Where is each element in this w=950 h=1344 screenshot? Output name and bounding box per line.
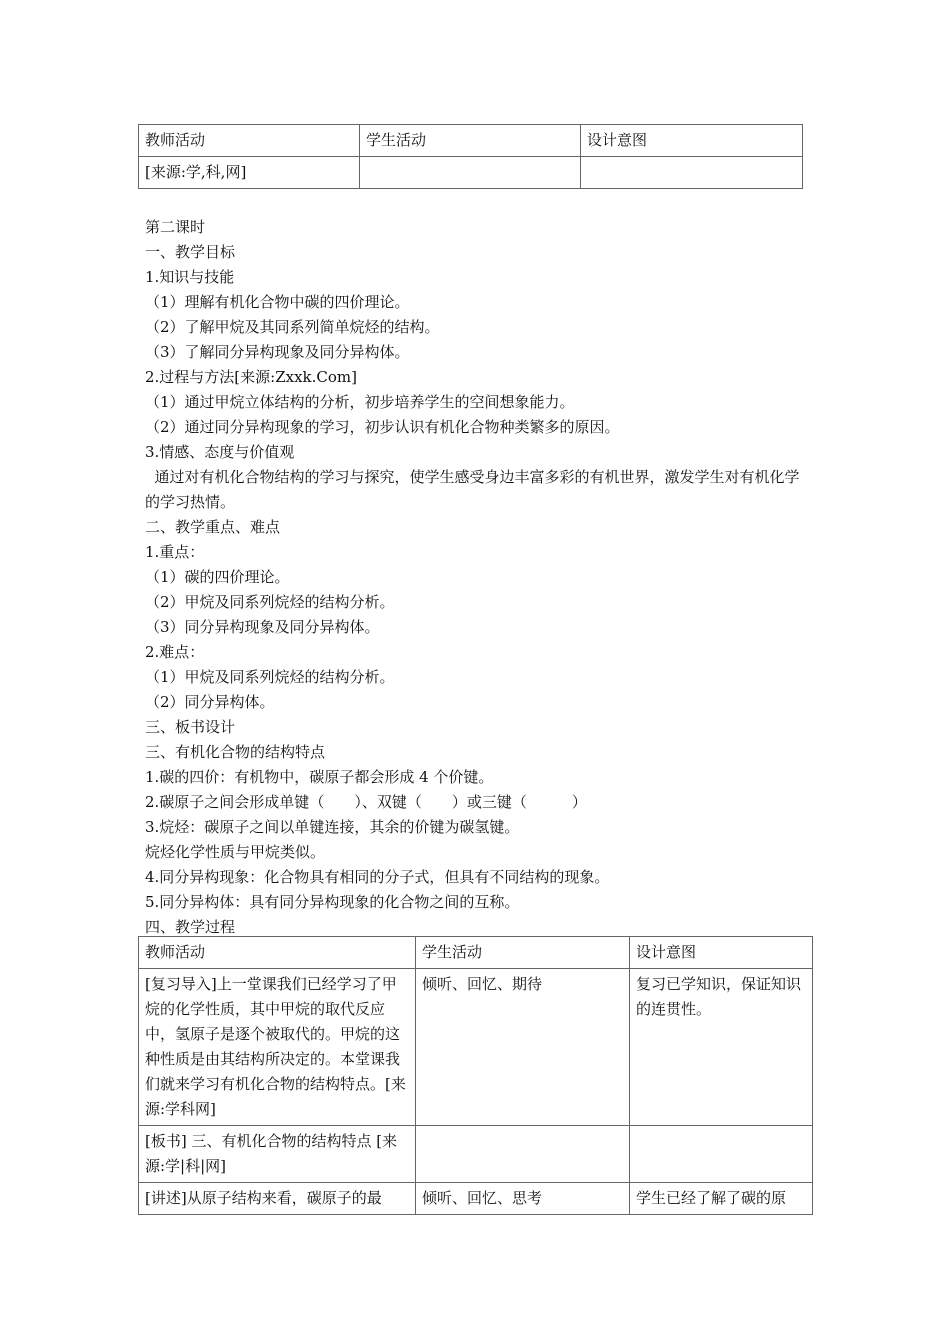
table-header-cell: 设计意图: [581, 125, 803, 157]
section-heading: 二、教学重点、难点: [145, 518, 281, 536]
table-cell: [板书] 三、有机化合物的结构特点 [来源:学|科|网]: [139, 1126, 416, 1183]
table-row: [139, 969, 813, 1126]
table-cell: [416, 1126, 630, 1183]
board-line: 5.同分异构体：具有同分异构现象的化合物之间的互称。: [145, 893, 520, 911]
top-table: [138, 124, 803, 189]
section-heading: 三、板书设计: [145, 718, 236, 736]
table-row: [139, 1126, 813, 1183]
table-cell: [来源:学,科,网]: [139, 157, 360, 189]
section-heading: 四、教学过程: [145, 918, 236, 936]
list-item: （2）了解甲烷及其同系列简单烷烃的结构。: [145, 318, 440, 336]
table-header-cell: 学生活动: [360, 125, 581, 157]
list-item: （1）碳的四价理论。: [145, 568, 290, 586]
board-line: 烷烃化学性质与甲烷类似。: [145, 843, 326, 861]
subsection-heading: 3.情感、态度与价值观: [145, 443, 295, 461]
board-line: 2.碳原子之间会形成单键（ ）、双键（ ）或三键（ ）: [145, 793, 587, 811]
table-header-cell: 教师活动: [139, 125, 360, 157]
table-cell: 复习已学知识，保证知识的连贯性。: [630, 969, 813, 1126]
table-header-row: [139, 937, 813, 969]
subsection-heading: 1.重点：: [145, 543, 205, 561]
table-header-row: [139, 125, 803, 157]
table-row: [139, 157, 803, 189]
list-item: （2）同分异构体。: [145, 693, 275, 711]
paragraph: 通过对有机化合物结构的学习与探究，使学生感受身边丰富多彩的有机世界，激发学生对有机化学的学习热情。: [145, 468, 800, 511]
table-header-cell: 教师活动: [139, 937, 416, 969]
table-cell: 倾听、回忆、思考: [416, 1183, 630, 1215]
list-item: （1）通过甲烷立体结构的分析，初步培养学生的空间想象能力。: [145, 393, 575, 411]
list-item: （3）了解同分异构现象及同分异构体。: [145, 343, 410, 361]
board-line: 3.烷烃：碳原子之间以单键连接，其余的价键为碳氢键。: [145, 818, 520, 836]
board-line: 1.碳的四价：有机物中，碳原子都会形成 4 个价键。: [145, 768, 494, 786]
subsection-heading: 2.过程与方法[来源:Zxxk.Com]: [145, 368, 358, 386]
table-cell: [讲述]从原子结构来看，碳原子的最: [139, 1183, 416, 1215]
board-line: 4.同分异构现象：化合物具有相同的分子式，但具有不同结构的现象。: [145, 868, 610, 886]
table-row: [139, 1183, 813, 1215]
table-cell: [360, 157, 581, 189]
lesson-title: 第二课时: [145, 218, 206, 236]
process-table: [138, 936, 813, 1215]
table-header-cell: 学生活动: [416, 937, 630, 969]
list-item: （3）同分异构现象及同分异构体。: [145, 618, 380, 636]
section-heading: 一、教学目标: [145, 243, 236, 261]
subsection-heading: 2.难点：: [145, 643, 205, 661]
document-body: [145, 215, 810, 940]
list-item: （2）甲烷及同系列烷烃的结构分析。: [145, 593, 395, 611]
table-cell: 学生已经了解了碳的原: [630, 1183, 813, 1215]
table-cell: 倾听、回忆、期待: [416, 969, 630, 1126]
table-cell: [复习导入]上一堂课我们已经学习了甲烷的化学性质，其中甲烷的取代反应中，氢原子是逐个被取代的。甲烷的这种性质是由其结构所决定的。本堂课我们就来学习有机化合物的结构特点。[来源:学科网]: [139, 969, 416, 1126]
subsection-heading: 1.知识与技能: [145, 268, 235, 286]
table-cell: [630, 1126, 813, 1183]
list-item: （1）甲烷及同系列烷烃的结构分析。: [145, 668, 395, 686]
board-title: 三、有机化合物的结构特点: [145, 743, 326, 761]
table-cell: [581, 157, 803, 189]
list-item: （1）理解有机化合物中碳的四价理论。: [145, 293, 410, 311]
list-item: （2）通过同分异构现象的学习，初步认识有机化合物种类繁多的原因。: [145, 418, 620, 436]
table-header-cell: 设计意图: [630, 937, 813, 969]
